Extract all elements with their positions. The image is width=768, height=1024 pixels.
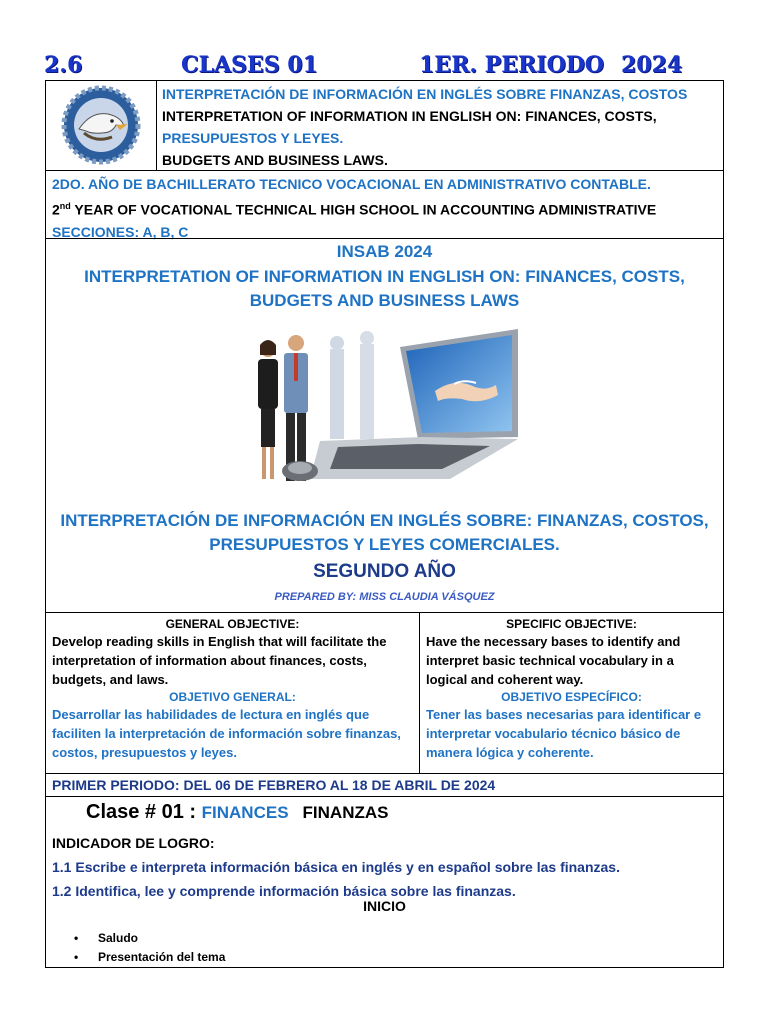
segundo-ano: SEGUNDO AÑO (313, 561, 456, 582)
indicador-section (52, 831, 620, 903)
topic-es: FINANZAS (302, 803, 389, 822)
heading-periodo: 1ER. PERIODO (419, 52, 604, 78)
period-box (45, 773, 724, 797)
heading-year: 2024 (621, 52, 683, 78)
heading-number: 2.6 (44, 52, 83, 78)
general-objective-line: interpretation of information about finances, costs, (52, 653, 367, 668)
grade-es: 2DO. AÑO DE BACHILLERATO TECNICO VOCACIONAL EN ADMINISTRATIVO CONTABLE. (52, 176, 651, 192)
secciones: SECCIONES: A, B, C (52, 223, 189, 240)
page-heading (44, 52, 734, 82)
inicio-list (74, 929, 225, 967)
general-objective (46, 613, 420, 773)
header-title-en-2: BUDGETS AND BUSINESS LAWS. (162, 152, 388, 168)
list-item: • Presentación del tema (74, 948, 225, 967)
objetivo-general-heading: OBJETIVO GENERAL: (169, 690, 296, 704)
logo-cell (46, 81, 157, 170)
cover-title-es-2: PRESUPUESTOS Y LEYES COMERCIALES. (209, 535, 560, 554)
general-objective-line: budgets, and laws. (52, 672, 169, 687)
grade-en: 2nd YEAR OF VOCATIONAL TECHNICAL HIGH SCHOOL IN ACCOUNTING ADMINISTRATIVE (52, 201, 657, 218)
header-title-es: INTERPRETACIÓN DE INFORMACIÓN EN INGLÉS SOBRE FINANZAS, COSTOS (162, 86, 688, 102)
objetivo-especifico-line: manera lógica y coherente. (426, 745, 594, 760)
list-item: • Saludo (74, 929, 225, 948)
header-box (45, 80, 724, 171)
general-objective-line: Develop reading skills in English that will facilitate the (52, 634, 387, 649)
objetivo-especifico-line: Tener las bases necesarias para identificar e (426, 707, 702, 722)
specific-objective-heading: SPECIFIC OBJECTIVE: (506, 617, 637, 631)
general-objective-heading: GENERAL OBJECTIVE: (165, 617, 300, 631)
period-text: PRIMER PERIODO: DEL 06 DE FEBRERO AL 18 DE ABRIL DE 2024 (52, 777, 496, 793)
cover-title-en-2: BUDGETS AND BUSINESS LAWS (249, 291, 520, 310)
header-titles (162, 83, 687, 171)
heading-clases: CLASES 01 (181, 52, 318, 78)
school-logo-icon (46, 81, 156, 170)
business-laptop-illustration (250, 329, 520, 487)
clase-title: Clase # 01 : FINANCES FINANZAS (86, 801, 389, 823)
prepared-by: PREPARED BY: MISS CLAUDIA VÁSQUEZ (274, 591, 495, 603)
indicador-item: 1.1 Escribe e interpreta información básica en inglés y en español sobre las finanzas. (52, 859, 620, 875)
objetivo-general-line: faciliten la interpretación de información sobre finanzas, (52, 726, 401, 741)
objetivo-general-line: costos, presupuestos y leyes. (52, 745, 237, 760)
cover-title-en-1: INTERPRETATION OF INFORMATION IN ENGLISH ON: FINANCES, COSTS, (84, 267, 685, 286)
indicador-heading: INDICADOR DE LOGRO: (52, 835, 215, 851)
inicio-heading: INICIO (363, 898, 406, 914)
specific-objective-line: Have the necessary bases to identify and (426, 634, 681, 649)
specific-objective (420, 613, 723, 773)
insab-title: INSAB 2024 (336, 242, 433, 261)
clase-box (45, 796, 724, 968)
cover-title-es-1: INTERPRETACIÓN DE INFORMACIÓN EN INGLÉS SOBRE: FINANZAS, COSTOS, (60, 511, 709, 530)
indicador-item: 1.2 Identifica, lee y comprende información básica sobre las finanzas. (52, 883, 516, 899)
topic-en: FINANCES (201, 803, 289, 822)
objectives-box (45, 612, 724, 774)
cover-box (45, 238, 724, 613)
objetivo-general-line: Desarrollar las habilidades de lectura en inglés que (52, 707, 370, 722)
header-title-en: INTERPRETATION OF INFORMATION IN ENGLISH ON: FINANCES, COSTS, (162, 108, 657, 124)
grade-box (45, 170, 724, 239)
header-title-es-2: PRESUPUESTOS Y LEYES. (162, 130, 344, 146)
specific-objective-line: logical and coherent way. (426, 672, 584, 687)
specific-objective-line: interpret basic technical vocabulary in a (426, 653, 674, 668)
objetivo-especifico-line: interpretar vocabulario técnico básico de (426, 726, 681, 741)
objetivo-especifico-heading: OBJETIVO ESPECÍFICO: (501, 690, 642, 704)
